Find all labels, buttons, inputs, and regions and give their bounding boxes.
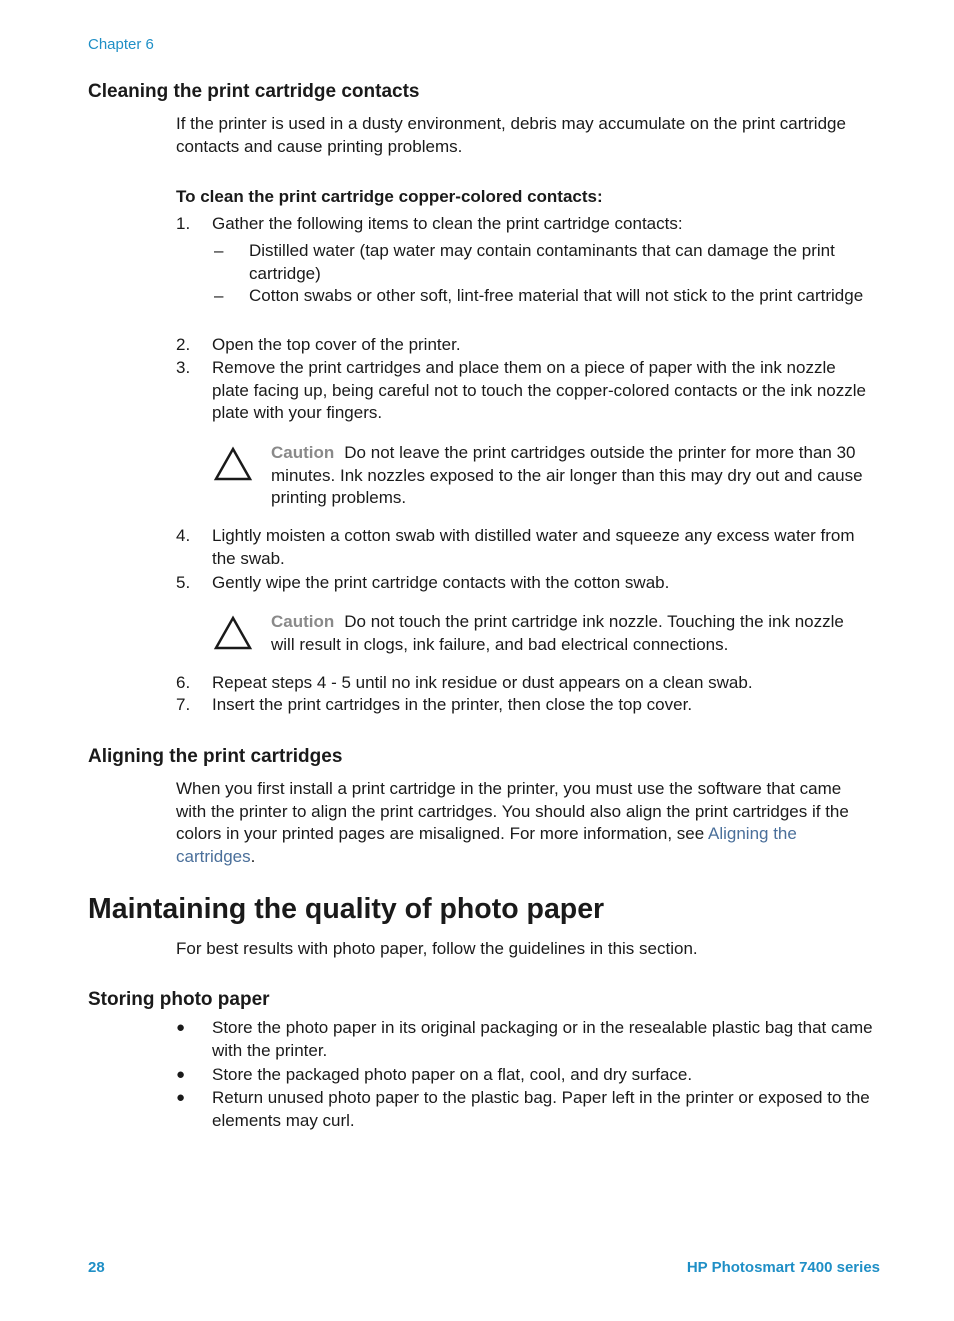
step-text: Gather the following items to clean the print cartridge contacts:: [212, 214, 683, 233]
caution-note: [271, 611, 871, 656]
section-title-photo-paper: Maintaining the quality of photo paper: [88, 893, 605, 925]
step-number: 2.: [176, 335, 191, 354]
photo-paper-intro: For best results with photo paper, follow the guidelines in this section.: [176, 939, 698, 958]
bullet-text: Store the packaged photo paper on a flat, cool, and dry surface.: [212, 1065, 693, 1084]
step-text: Open the top cover of the printer.: [212, 335, 461, 354]
aligning-text: [176, 778, 876, 868]
step-text: Lightly moisten a cotton swab with distilled water and squeeze any excess water from the swab.: [212, 526, 855, 568]
step-text: Repeat steps 4 - 5 until no ink residue or dust appears on a clean swab.: [212, 673, 753, 692]
aligning-cartridges-link[interactable]: Aligning the cartridges: [176, 824, 797, 866]
caution-label: Caution: [271, 612, 335, 631]
bullet-text: Return unused photo paper to the plastic bag. Paper left in the printer or exposed to the elements may curl.: [212, 1088, 870, 1130]
chapter-label: Chapter 6: [88, 36, 154, 53]
section-heading-cleaning: Cleaning the print cartridge contacts: [88, 81, 420, 102]
product-name: HP Photosmart 7400 series: [686, 1259, 880, 1276]
aligning-body: When you first install a print cartridge in the printer, you must use the software that came with the printer to align the print cartridges. You should also align the print cartridges if the colors in your printed pages are misaligned. For more information, see: [176, 779, 849, 843]
warning-triangle-icon: [213, 446, 253, 482]
warning-triangle-icon: [213, 615, 253, 651]
step-number: 4.: [176, 526, 191, 545]
step-text: Insert the print cartridges in the printer, then close the top cover.: [212, 695, 693, 714]
caution-text: Do not touch the print cartridge ink nozzle. Touching the ink nozzle will result in clogs, ink failure, and bad electrical connections.: [271, 612, 844, 654]
subitem-dash: –: [214, 241, 224, 260]
bullet-mark: ●: [176, 1066, 186, 1083]
step-number: 3.: [176, 358, 191, 377]
aligning-period: .: [250, 846, 256, 866]
bullet-mark: ●: [176, 1089, 186, 1106]
subitem-dash: –: [214, 286, 224, 305]
step-number: 7.: [176, 695, 191, 714]
procedure-title: To clean the print cartridge copper-colored contacts:: [176, 187, 603, 206]
cleaning-intro: If the printer is used in a dusty environment, debris may accumulate on the print cartridge contacts and cause printing problems.: [176, 114, 846, 156]
section-heading-storing: Storing photo paper: [88, 989, 270, 1010]
step-text: Gently wipe the print cartridge contacts with the cotton swab.: [212, 573, 670, 592]
step-number: 1.: [176, 214, 191, 233]
subitem-text: Cotton swabs or other soft, lint-free material that will not stick to the print cartridge: [249, 286, 864, 305]
section-heading-aligning: Aligning the print cartridges: [88, 746, 343, 767]
bullet-mark: ●: [176, 1019, 186, 1036]
subitem-text: Distilled water (tap water may contain contaminants that can damage the print cartridge): [249, 241, 835, 283]
caution-text: Do not leave the print cartridges outside the printer for more than 30 minutes. Ink nozzles exposed to the air longer than this may dry out and cause printing problems.: [271, 443, 863, 507]
step-text: Remove the print cartridges and place them on a piece of paper with the ink nozzle plate facing up, being careful not to touch the copper-colored contacts or the ink nozzle plate with your fingers.: [212, 358, 866, 422]
caution-note: [271, 442, 871, 510]
bullet-text: Store the photo paper in its original packaging or in the resealable plastic bag that came with the printer.: [212, 1018, 873, 1060]
caution-label: Caution: [271, 443, 335, 462]
page-number: 28: [88, 1259, 105, 1276]
step-number: 5.: [176, 573, 191, 592]
step-number: 6.: [176, 673, 191, 692]
